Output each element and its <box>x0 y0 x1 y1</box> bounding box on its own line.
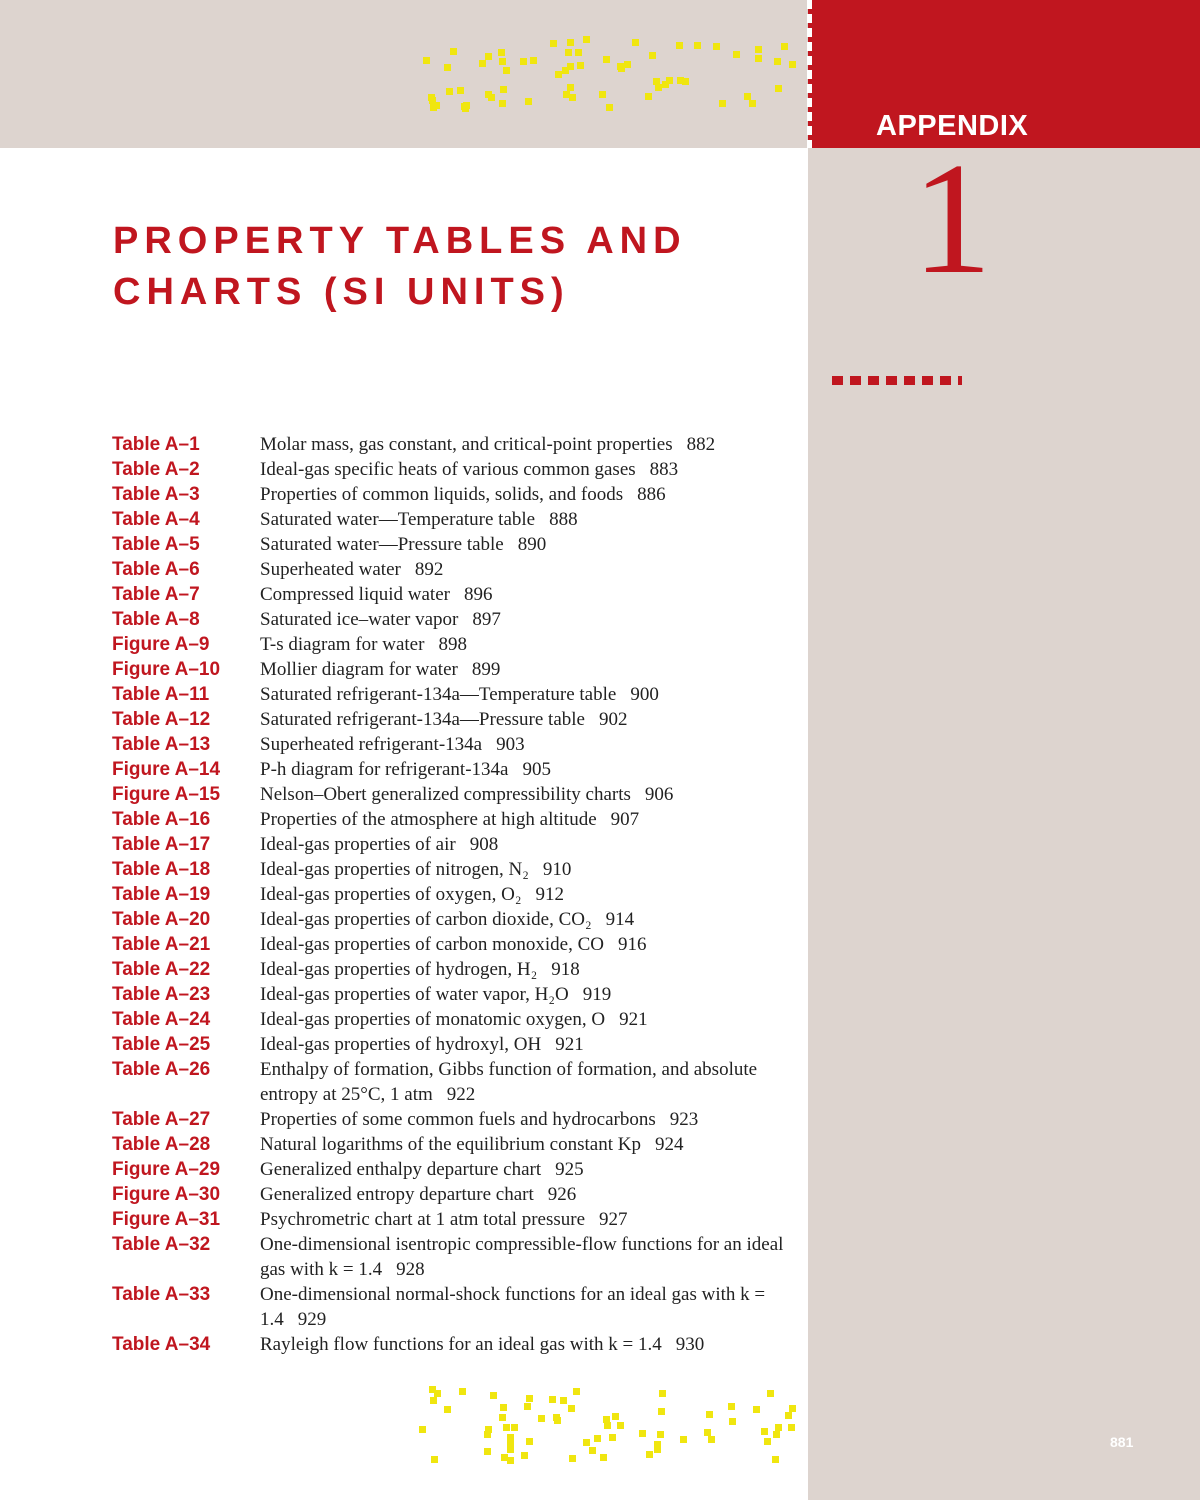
toc-entry-page: 914 <box>605 909 635 930</box>
toc-entry-page: 929 <box>297 1309 327 1330</box>
toc-entry-title: Psychrometric chart at 1 atm total pressure <box>260 1209 586 1230</box>
toc-entry-title: Saturated water—Temperature table <box>260 509 536 530</box>
confetti-dot <box>430 1397 437 1404</box>
toc-entry-page: 888 <box>549 509 578 530</box>
toc-entry-description <box>260 1182 802 1207</box>
confetti-dot <box>490 1392 497 1399</box>
toc-entry-description <box>260 1007 802 1032</box>
confetti-dot <box>600 1454 607 1461</box>
confetti-dot <box>485 1426 492 1433</box>
toc-entry <box>112 1182 802 1207</box>
toc-entry-label: Table A–3 <box>112 484 200 505</box>
toc-entry-description <box>260 1057 802 1107</box>
confetti-dot <box>555 71 562 78</box>
toc-entry-page: 907 <box>610 809 640 830</box>
toc-entry-title: Compressed liquid water <box>260 584 450 605</box>
toc-entry-label: Table A–24 <box>112 1009 211 1030</box>
toc-entry <box>112 482 802 507</box>
toc-entry-page: 921 <box>619 1009 648 1030</box>
toc-entry-label: Table A–33 <box>112 1284 211 1305</box>
confetti-dot <box>419 1426 426 1433</box>
confetti-dot <box>485 91 492 98</box>
confetti-dot <box>526 1395 533 1402</box>
toc-entry-label: Table A–21 <box>112 934 211 955</box>
confetti-dot <box>484 1448 491 1455</box>
confetti-dot <box>446 88 453 95</box>
toc-entry-label: Table A–17 <box>112 834 211 855</box>
toc-entry-description <box>260 1107 802 1132</box>
toc-entry-label: Table A–18 <box>112 859 211 880</box>
toc-entry-description <box>260 682 802 707</box>
toc-entry-label: Table A–28 <box>112 1134 211 1155</box>
confetti-dot <box>755 46 762 53</box>
toc-entry-page: 906 <box>644 784 674 805</box>
confetti-dot <box>500 86 507 93</box>
toc-entry <box>112 532 802 557</box>
toc-entry <box>112 682 802 707</box>
confetti-dot <box>694 42 701 49</box>
confetti-dot <box>507 1446 514 1453</box>
toc-entry-title: Generalized entropy departure chart <box>260 1184 534 1205</box>
toc-entry-description <box>260 482 802 507</box>
toc-entry-page: 927 <box>599 1209 628 1230</box>
toc-entry <box>112 1332 802 1357</box>
confetti-dot <box>657 1431 664 1438</box>
toc-entry-title: Ideal-gas properties of oxygen, O₂ <box>260 884 522 905</box>
confetti-dot <box>526 1438 533 1445</box>
confetti-dot <box>583 1439 590 1446</box>
toc-entry <box>112 1157 802 1182</box>
toc-entry-description <box>260 832 802 857</box>
toc-entry-title: Ideal-gas properties of nitrogen, N₂ <box>260 859 529 880</box>
confetti-dot <box>444 64 451 71</box>
toc-entry <box>112 1032 802 1057</box>
decorative-dots-bottom <box>418 1386 798 1466</box>
toc-entry <box>112 432 802 457</box>
confetti-dot <box>577 62 584 69</box>
confetti-dot <box>677 77 684 84</box>
confetti-dot <box>530 57 537 64</box>
confetti-dot <box>444 1406 451 1413</box>
confetti-dot <box>676 42 683 49</box>
confetti-dot <box>507 1434 514 1441</box>
toc-entry <box>112 707 802 732</box>
toc-entry-title: Mollier diagram for water <box>260 659 458 680</box>
toc-entry-label: Table A–22 <box>112 959 211 980</box>
toc-entry-title: Ideal-gas properties of hydroxyl, OH <box>260 1034 542 1055</box>
toc-entry-description <box>260 1232 802 1282</box>
toc-entry-label: Figure A–10 <box>112 659 221 680</box>
toc-entry-page: 930 <box>675 1334 705 1355</box>
toc-entry-title: Superheated refrigerant-134a <box>260 734 483 755</box>
toc-entry-title: Properties of the atmosphere at high altitude <box>260 809 597 830</box>
toc-entry-label: Table A–23 <box>112 984 211 1005</box>
toc-entry-description <box>260 432 802 457</box>
confetti-dot <box>603 1416 610 1423</box>
decorative-dots-top <box>418 36 798 114</box>
confetti-dot <box>485 53 492 60</box>
confetti-dot <box>575 49 582 56</box>
confetti-dot <box>459 1388 466 1395</box>
toc-entry-label: Table A–16 <box>112 809 211 830</box>
toc-entry-label: Table A–12 <box>112 709 211 730</box>
toc-entry-page: 896 <box>463 584 493 605</box>
toc-entry-page: 924 <box>654 1134 684 1155</box>
toc-entry-label: Table A–11 <box>112 684 210 705</box>
confetti-dot <box>549 1396 556 1403</box>
toc-entry-label: Table A–5 <box>112 534 200 555</box>
toc-entry <box>112 457 802 482</box>
confetti-dot <box>499 58 506 65</box>
toc-entry-description <box>260 1207 802 1232</box>
confetti-dot <box>525 98 532 105</box>
confetti-dot <box>503 67 510 74</box>
toc-entry-title: Ideal-gas properties of carbon dioxide, CO₂ <box>260 909 592 930</box>
toc-entry-label: Table A–2 <box>112 459 200 480</box>
toc-entry-description <box>260 907 802 932</box>
toc-entry-title: Molar mass, gas constant, and critical-point properties <box>260 434 673 455</box>
toc-entry-title: P-h diagram for refrigerant-134a <box>260 759 509 780</box>
confetti-dot <box>772 1456 779 1463</box>
toc-entry <box>112 907 802 932</box>
confetti-dot <box>457 87 464 94</box>
confetti-dot <box>567 84 574 91</box>
confetti-dot <box>479 60 486 67</box>
toc-entry-page: 921 <box>555 1034 584 1055</box>
confetti-dot <box>761 1428 768 1435</box>
toc-entry-label: Figure A–31 <box>112 1209 221 1230</box>
toc-entry-description <box>260 1157 802 1182</box>
toc-entry-label: Table A–7 <box>112 584 200 605</box>
appendix-number: 1 <box>912 129 992 307</box>
toc-entry-label: Figure A–9 <box>112 634 210 655</box>
toc-entry-description <box>260 857 802 882</box>
toc-entry-page: 928 <box>396 1259 425 1280</box>
toc-entry-page: 905 <box>522 759 551 780</box>
toc-entry-description <box>260 957 802 982</box>
confetti-dot <box>773 1431 780 1438</box>
toc-entry-description <box>260 1032 802 1057</box>
toc-entry-title: Saturated ice–water vapor <box>260 609 459 630</box>
confetti-dot <box>499 100 506 107</box>
toc-entry-title: Saturated water—Pressure table <box>260 534 504 555</box>
toc-entry-page: 923 <box>669 1109 699 1130</box>
toc-entry-page: 892 <box>414 559 444 580</box>
page-title-line2: CHARTS (SI UNITS) <box>113 271 570 313</box>
toc-entry-page: 900 <box>630 684 659 705</box>
toc-entry-description <box>260 457 802 482</box>
divider-dashes <box>832 376 962 385</box>
confetti-dot <box>659 1390 666 1397</box>
confetti-dot <box>503 1424 510 1431</box>
toc-entry <box>112 1232 802 1282</box>
confetti-dot <box>567 63 574 70</box>
confetti-dot <box>744 93 751 100</box>
toc-entry-description <box>260 707 802 732</box>
toc-entry <box>112 807 802 832</box>
toc-entry <box>112 1057 802 1107</box>
confetti-dot <box>507 1457 514 1464</box>
toc-entry-description <box>260 532 802 557</box>
toc-entry-title: Properties of some common fuels and hydrocarbons <box>260 1109 656 1130</box>
confetti-dot <box>569 94 576 101</box>
confetti-dot <box>719 100 726 107</box>
confetti-dot <box>567 39 574 46</box>
toc-entry-label: Figure A–14 <box>112 759 221 780</box>
confetti-dot <box>704 1429 711 1436</box>
confetti-dot <box>550 40 557 47</box>
toc-entry-label: Table A–20 <box>112 909 211 930</box>
banner-edge-dashes <box>807 0 812 148</box>
toc-entry <box>112 832 802 857</box>
toc-entry-description <box>260 582 802 607</box>
confetti-dot <box>617 1422 624 1429</box>
toc-entry-description <box>260 557 802 582</box>
confetti-dot <box>569 1455 576 1462</box>
toc-entry-description <box>260 882 802 907</box>
toc-entry-page: 925 <box>555 1159 584 1180</box>
toc-entry-description <box>260 607 802 632</box>
toc-entry-title: One-dimensional normal-shock functions for an ideal gas with k = 1.4 <box>260 1284 766 1330</box>
confetti-dot <box>646 1451 653 1458</box>
toc-entry-title: Saturated refrigerant-134a—Temperature table <box>260 684 617 705</box>
toc-entry <box>112 1282 802 1332</box>
toc-entry-description <box>260 782 802 807</box>
toc-entry-description <box>260 757 802 782</box>
toc-entry-label: Table A–8 <box>112 609 200 630</box>
toc-entry <box>112 632 802 657</box>
confetti-dot <box>658 1408 665 1415</box>
confetti-dot <box>649 52 656 59</box>
toc-entry-description <box>260 807 802 832</box>
confetti-dot <box>753 1406 760 1413</box>
confetti-dot <box>729 1418 736 1425</box>
toc-entry-description <box>260 1132 802 1157</box>
confetti-dot <box>775 85 782 92</box>
sidebar-panel <box>808 0 1200 1500</box>
toc-entry-label: Table A–4 <box>112 509 200 530</box>
confetti-dot <box>430 104 437 111</box>
toc-entry-page: 890 <box>517 534 547 555</box>
toc-entry-page: 882 <box>686 434 716 455</box>
confetti-dot <box>554 1417 561 1424</box>
toc-entry-page: 922 <box>446 1084 476 1105</box>
toc-entry-title: One-dimensional isentropic compressible-flow functions for an ideal gas with k = 1.4 <box>260 1234 784 1280</box>
toc-entry-label: Table A–26 <box>112 1059 211 1080</box>
confetti-dot <box>713 43 720 50</box>
confetti-dot <box>632 39 639 46</box>
confetti-dot <box>764 1438 771 1445</box>
confetti-dot <box>450 48 457 55</box>
toc-entry <box>112 507 802 532</box>
toc-entry-page: 899 <box>471 659 501 680</box>
toc-entry-title: Ideal-gas properties of carbon monoxide, CO <box>260 934 605 955</box>
toc-entry <box>112 882 802 907</box>
toc-entry-title: Generalized enthalpy departure chart <box>260 1159 542 1180</box>
toc-entry-description <box>260 1282 802 1332</box>
confetti-dot <box>749 100 756 107</box>
confetti-dot <box>733 51 740 58</box>
confetti-dot <box>603 56 610 63</box>
toc-entry-label: Table A–32 <box>112 1234 211 1255</box>
toc-entry <box>112 1132 802 1157</box>
confetti-dot <box>604 1422 611 1429</box>
toc-entry-label: Table A–1 <box>112 434 200 455</box>
confetti-dot <box>501 1454 508 1461</box>
confetti-dot <box>511 1424 518 1431</box>
confetti-dot <box>573 1388 580 1395</box>
confetti-dot <box>618 65 625 72</box>
toc-entry-page: 926 <box>547 1184 577 1205</box>
toc-entry-title: Ideal-gas properties of monatomic oxygen, O <box>260 1009 606 1030</box>
confetti-dot <box>431 1456 438 1463</box>
toc-entry-title: Nelson–Obert generalized compressibility charts <box>260 784 631 805</box>
toc-entry <box>112 1007 802 1032</box>
confetti-dot <box>785 1412 792 1419</box>
toc-entry <box>112 1107 802 1132</box>
confetti-dot <box>609 1434 616 1441</box>
confetti-dot <box>774 58 781 65</box>
confetti-dot <box>565 49 572 56</box>
toc-entry-page: 903 <box>496 734 525 755</box>
toc-entry-description <box>260 932 802 957</box>
toc-entry-title: Properties of common liquids, solids, and foods <box>260 484 624 505</box>
confetti-dot <box>755 55 762 62</box>
toc-entry-title: Ideal-gas properties of air <box>260 834 456 855</box>
toc-entry-label: Figure A–30 <box>112 1184 221 1205</box>
toc-entry-page: 919 <box>582 984 612 1005</box>
toc-entry <box>112 982 802 1007</box>
confetti-dot <box>645 93 652 100</box>
toc-entry-title: Ideal-gas properties of hydrogen, H₂ <box>260 959 538 980</box>
toc-entry <box>112 557 802 582</box>
toc-entry-page: 898 <box>438 634 467 655</box>
toc-entry-description <box>260 732 802 757</box>
toc-entry-page: 886 <box>637 484 666 505</box>
toc-entry-title: Ideal-gas specific heats of various common gases <box>260 459 636 480</box>
confetti-dot <box>599 91 606 98</box>
confetti-dot <box>538 1415 545 1422</box>
toc-entry-title: Natural logarithms of the equilibrium constant Kp <box>260 1134 641 1155</box>
confetti-dot <box>767 1390 774 1397</box>
toc-entry-title: Rayleigh flow functions for an ideal gas with k = 1.4 <box>260 1334 662 1355</box>
toc-entry-title: Superheated water <box>260 559 401 580</box>
toc-entry-label: Figure A–29 <box>112 1159 221 1180</box>
toc-entry <box>112 732 802 757</box>
toc-entry-title: T-s diagram for water <box>260 634 425 655</box>
confetti-dot <box>568 1405 575 1412</box>
toc-entry-label: Figure A–15 <box>112 784 221 805</box>
toc-entry-description <box>260 657 802 682</box>
confetti-dot <box>583 36 590 43</box>
page-title-line1: PROPERTY TABLES AND <box>113 220 687 262</box>
confetti-dot <box>775 1424 782 1431</box>
page-title <box>113 216 687 318</box>
toc-entry-page: 908 <box>469 834 499 855</box>
toc-entry-page: 902 <box>598 709 628 730</box>
toc-entry-page: 897 <box>472 609 501 630</box>
toc-entry <box>112 782 802 807</box>
toc-entry-description <box>260 982 802 1007</box>
confetti-dot <box>560 1397 567 1404</box>
toc-entry <box>112 957 802 982</box>
toc-entry <box>112 932 802 957</box>
confetti-dot <box>499 1414 506 1421</box>
toc-entry-page: 912 <box>535 884 564 905</box>
confetti-dot <box>789 1405 796 1412</box>
toc-entry-page: 918 <box>551 959 580 980</box>
toc-entry-title: Saturated refrigerant-134a—Pressure table <box>260 709 585 730</box>
confetti-dot <box>680 1436 687 1443</box>
confetti-dot <box>594 1435 601 1442</box>
toc-entry-title: Enthalpy of formation, Gibbs function of formation, and absolute entropy at 25°C, 1 atm <box>260 1059 758 1105</box>
confetti-dot <box>428 94 435 101</box>
confetti-dot <box>524 1403 531 1410</box>
confetti-dot <box>520 58 527 65</box>
confetti-dot <box>708 1436 715 1443</box>
confetti-dot <box>728 1403 735 1410</box>
confetti-dot <box>789 61 796 68</box>
confetti-dot <box>500 1404 507 1411</box>
toc-entry-label: Table A–34 <box>112 1334 211 1355</box>
confetti-dot <box>498 49 505 56</box>
confetti-dot <box>461 103 468 110</box>
confetti-dot <box>639 1430 646 1437</box>
toc-entry-label: Table A–6 <box>112 559 200 580</box>
toc-entry-title: Ideal-gas properties of water vapor, H₂O <box>260 984 569 1005</box>
toc-entry <box>112 582 802 607</box>
toc-entry <box>112 1207 802 1232</box>
appendix-label: APPENDIX <box>876 110 1029 142</box>
confetti-dot <box>429 1386 436 1393</box>
toc-entry <box>112 607 802 632</box>
toc-entry-page: 910 <box>542 859 572 880</box>
confetti-dot <box>654 1446 661 1453</box>
confetti-dot <box>666 77 673 84</box>
toc-entry-label: Table A–13 <box>112 734 211 755</box>
confetti-dot <box>423 57 430 64</box>
toc-entry-description <box>260 507 802 532</box>
toc-entry-description <box>260 632 802 657</box>
confetti-dot <box>606 104 613 111</box>
confetti-dot <box>612 1413 619 1420</box>
toc-entry-label: Table A–19 <box>112 884 211 905</box>
confetti-dot <box>589 1447 596 1454</box>
toc-entry <box>112 757 802 782</box>
confetti-dot <box>781 43 788 50</box>
toc-entry-label: Table A–25 <box>112 1034 211 1055</box>
confetti-dot <box>655 84 662 91</box>
confetti-dot <box>788 1424 795 1431</box>
toc-entry-page: 883 <box>649 459 679 480</box>
toc-entry <box>112 857 802 882</box>
toc-entry <box>112 657 802 682</box>
table-of-contents <box>112 432 802 1357</box>
confetti-dot <box>521 1452 528 1459</box>
page-number: 881 <box>1110 1434 1134 1450</box>
confetti-dot <box>706 1411 713 1418</box>
toc-entry-description <box>260 1332 802 1357</box>
toc-entry-page: 916 <box>618 934 647 955</box>
toc-entry-label: Table A–27 <box>112 1109 211 1130</box>
